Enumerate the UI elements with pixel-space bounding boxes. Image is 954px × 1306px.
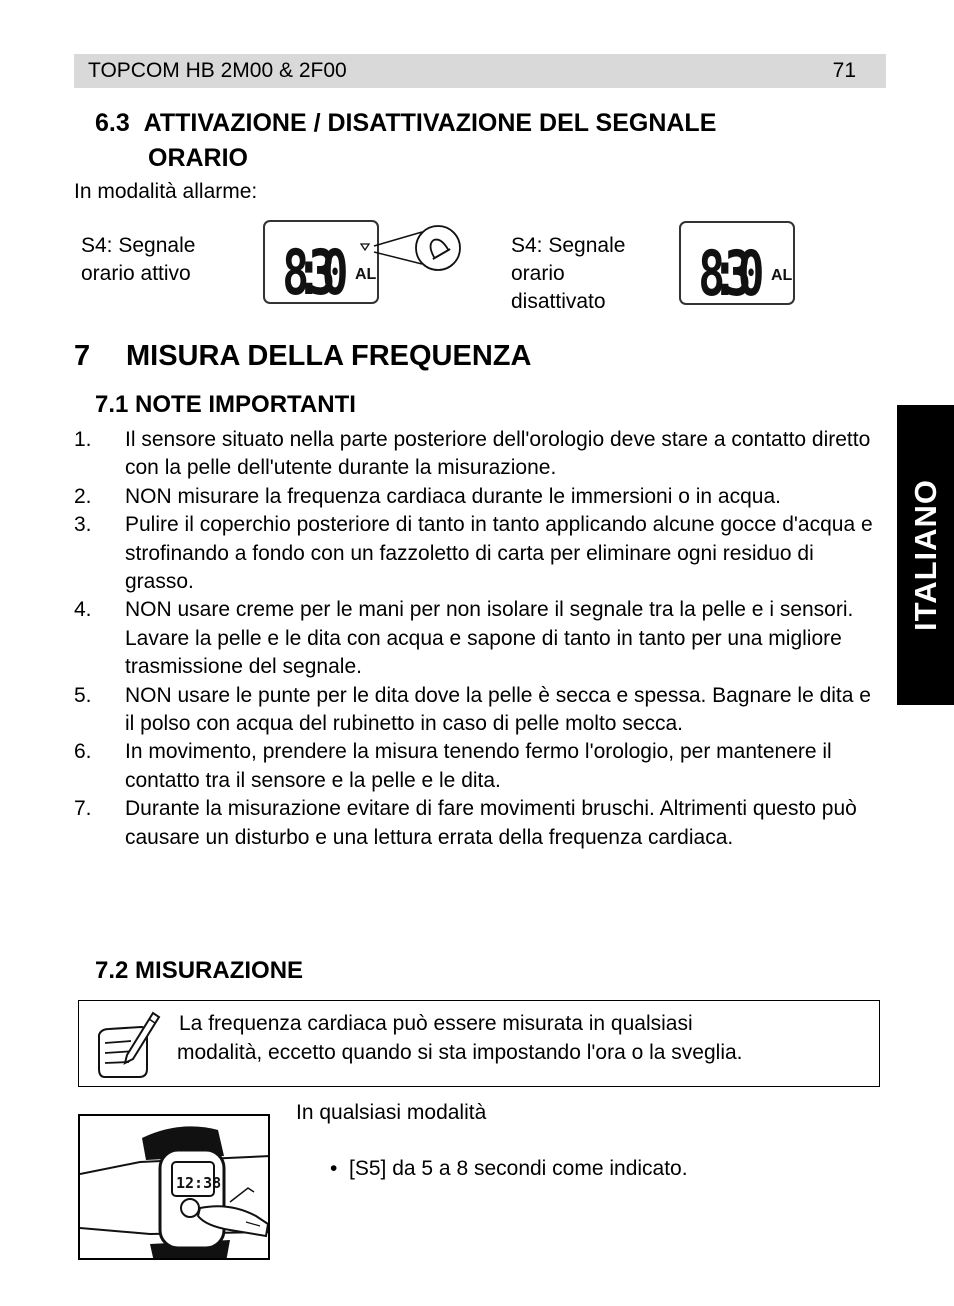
note-line1: La frequenza cardiaca può essere misurata in qualsiasi (179, 1012, 693, 1035)
section-7-2-heading: 7.2 MISURAZIONE (95, 957, 304, 984)
lcd-mode: AL (771, 267, 793, 284)
list-item (74, 682, 886, 739)
page-number: 71 (832, 59, 856, 82)
list-item (74, 738, 886, 795)
note-line2: modalità, eccetto quando si sta impostando l'ora o la sveglia. (177, 1041, 743, 1064)
list-item-number: 4. (74, 598, 92, 622)
note-box (78, 1000, 880, 1087)
bell-callout (360, 218, 470, 278)
watch-drawing (80, 1116, 270, 1260)
section-6-3-title-line1: ATTIVAZIONE / DISATTIVAZIONE DEL SEGNALE (143, 109, 717, 137)
section-7-1-heading: 7.1 NOTE IMPORTANTI (95, 391, 356, 418)
right-caption-line3: disattivato (511, 290, 606, 313)
list-item-text: In movimento, prendere la misura tenendo fermo l'orologio, per mantenere il contatto tra il sensore e la pelle e le dita. (125, 740, 832, 792)
list-item-number: 5. (74, 683, 92, 707)
right-caption (511, 232, 625, 316)
any-mode-text: In qualsiasi modalità (296, 1101, 487, 1124)
document-title: TOPCOM HB 2M00 & 2F00 (88, 59, 347, 82)
section-7-number: 7 (74, 340, 91, 372)
note-pencil-icon (91, 1009, 161, 1081)
watch-time: 12:38 (176, 1174, 222, 1192)
list-item (74, 596, 886, 681)
section-6-3-title-line2: ORARIO (148, 144, 248, 172)
list-item (74, 511, 886, 596)
list-item (74, 795, 886, 852)
list-item-text: Il sensore situato nella parte posteriore dell'orologio deve stare a contatto diretto con la pelle dell'utente durante la misurazione. (125, 428, 871, 480)
list-item-text: Durante la misurazione evitare di fare movimenti bruschi. Altrimenti questo può causare un disturbo e una lettura errata della frequenza cardiaca. (125, 797, 857, 849)
left-caption (81, 232, 195, 288)
list-item-number: 2. (74, 484, 92, 508)
left-caption-line2: orario attivo (81, 262, 191, 285)
section-6-3-heading (95, 106, 716, 176)
lcd-display-chime-off (679, 221, 795, 305)
right-caption-line2: orario (511, 262, 565, 285)
list-item-number: 1. (74, 428, 92, 451)
alarm-mode-intro: In modalità allarme: (74, 180, 258, 203)
list-item-number: 6. (74, 740, 92, 764)
lcd-digits (681, 223, 793, 303)
page-header (74, 54, 886, 88)
list-item-number: 3. (74, 513, 92, 537)
list-item-number: 7. (74, 797, 92, 821)
list-item (74, 483, 886, 511)
lcd-time: 8:30 (282, 236, 349, 302)
list-item-text: Pulire il coperchio posteriore di tanto in tanto applicando alcune gocce d'acqua e strofinando a fondo con un fazzoletto di carta per eliminare ogni residuo di grasso. (125, 513, 873, 594)
note-text (177, 1009, 867, 1067)
right-caption-line1: S4: Segnale (511, 234, 626, 257)
bullet-marker: • (330, 1157, 338, 1180)
bullet-item (330, 1155, 688, 1183)
bell-icon (416, 226, 460, 270)
section-6-3-number: 6.3 (95, 109, 130, 137)
language-label: ITALIANO (907, 478, 943, 632)
bullet-text: [S5] da 5 a 8 secondi come indicato. (349, 1157, 688, 1180)
lcd-mode: AL (355, 266, 377, 283)
lcd-time: 8:30 (698, 237, 765, 303)
language-side-tab (897, 405, 954, 705)
list-item-text: NON usare le punte per le dita dove la pelle è secca e spessa. Bagnare le dita e il polso con acqua del rubinetto in caso di pelle molto secca. (125, 683, 871, 736)
section-7-title: MISURA DELLA FREQUENZA (126, 340, 532, 372)
section-7-heading (74, 340, 531, 373)
list-item-text: NON misurare la frequenza cardiaca durante le immersioni o in acqua. (125, 484, 781, 508)
list-item (74, 426, 886, 483)
left-caption-line1: S4: Segnale (81, 234, 196, 257)
important-notes-list (74, 426, 886, 852)
wrist-watch-illustration (78, 1114, 270, 1260)
list-item-text: NON usare creme per le mani per non isolare il segnale tra la pelle e i sensori. Lavare la pelle e le dita con acqua e sapone di tanto in tanto per una migliore trasmissione del segnale. (125, 598, 854, 679)
